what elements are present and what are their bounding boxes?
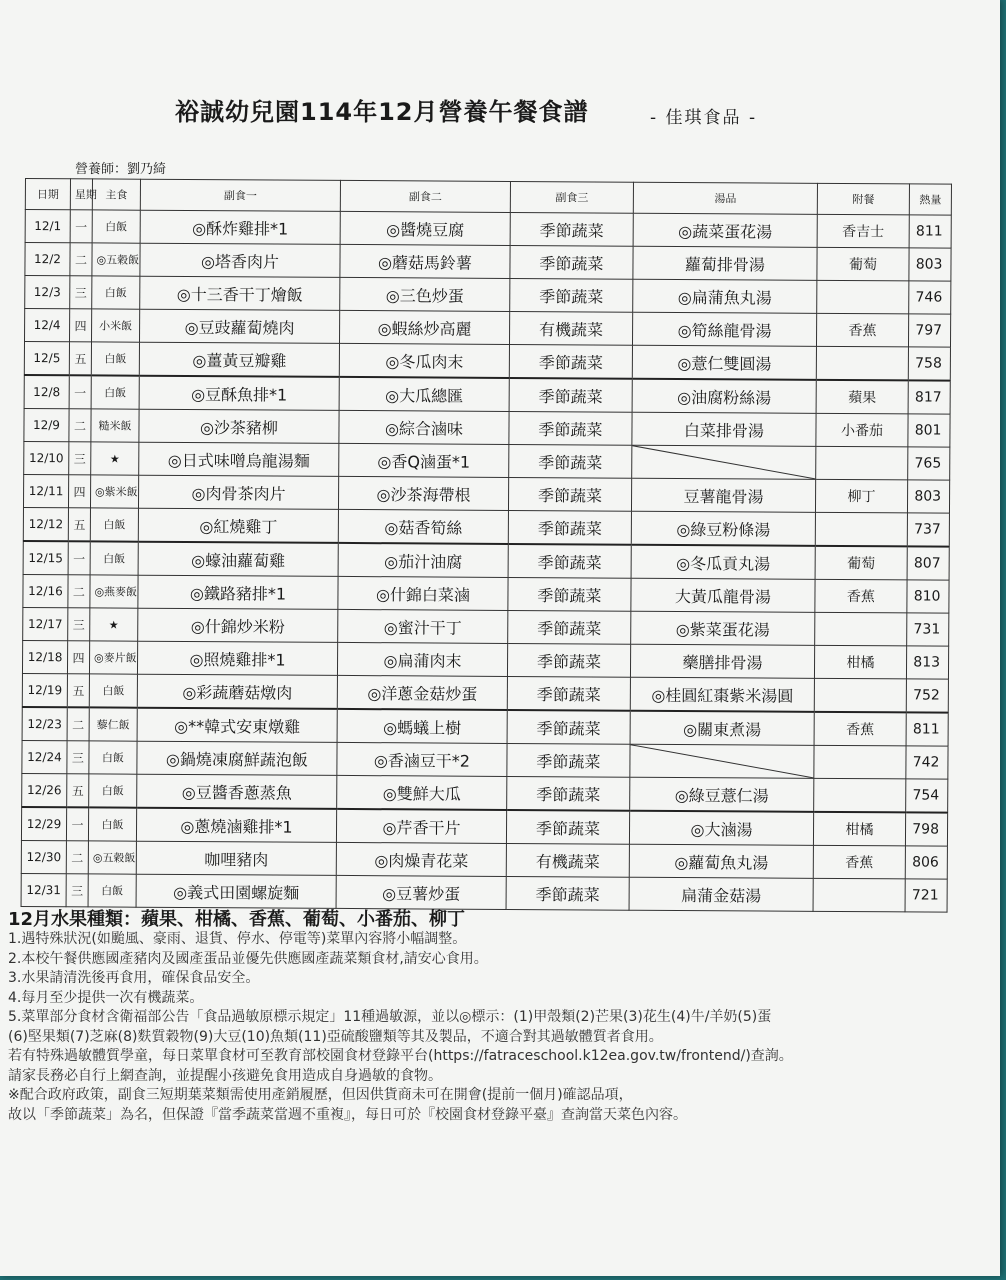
note-line: ※配合政府政策，副食三短期葉菜類需使用產銷履歷，但因供貨商未可在開會(提前一個月)確認品項， xyxy=(8,1087,633,1103)
row-side-3: 季節蔬菜 xyxy=(508,510,631,544)
row-side-2: ◎芹香干片 xyxy=(336,809,506,844)
row-weekday: 二 xyxy=(70,243,92,276)
row-calories: 817 xyxy=(908,380,950,414)
row-calories: 811 xyxy=(909,215,951,248)
row-weekday: 二 xyxy=(66,841,88,874)
table-row xyxy=(23,507,949,546)
row-side-2: ◎香Q滷蛋*1 xyxy=(339,443,509,477)
row-side-3: 季節蔬菜 xyxy=(506,810,629,844)
row-side-2: ◎菇香筍絲 xyxy=(338,509,508,544)
row-weekday: 一 xyxy=(66,807,88,841)
row-extra: 香蕉 xyxy=(816,313,908,347)
row-staple: 藜仁飯 xyxy=(89,707,137,741)
row-side-1: ◎**韓式安東燉雞 xyxy=(137,708,337,743)
header-side-3: 副食三 xyxy=(510,181,633,213)
row-date: 12/26 xyxy=(22,773,67,807)
row-soup: ◎薏仁雙圓湯 xyxy=(632,345,816,380)
row-weekday: 二 xyxy=(67,707,89,741)
row-weekday: 四 xyxy=(68,475,90,508)
row-date: 12/11 xyxy=(23,474,68,507)
row-side-1: ◎十三香干丁燴飯 xyxy=(140,276,340,310)
header-side-1: 副食一 xyxy=(140,179,340,211)
row-weekday: 三 xyxy=(69,442,91,475)
row-calories: 746 xyxy=(909,281,951,314)
row-soup: 藥膳排骨湯 xyxy=(630,644,814,678)
row-soup: ◎桂圓紅棗紫米湯圓 xyxy=(630,677,814,712)
row-side-3: 季節蔬菜 xyxy=(510,212,633,246)
row-side-3: 季節蔬菜 xyxy=(509,411,632,445)
row-soup: ◎蘿蔔魚丸湯 xyxy=(629,844,813,878)
row-calories: 737 xyxy=(907,513,949,547)
row-weekday: 五 xyxy=(67,774,89,808)
row-soup: ◎關東煮湯 xyxy=(630,711,814,746)
row-side-1: ◎鍋燒凍腐鮮蔬泡飯 xyxy=(137,741,337,775)
row-extra: 柳丁 xyxy=(815,479,907,513)
row-date: 12/29 xyxy=(21,807,66,841)
row-extra xyxy=(816,346,908,380)
row-side-2: ◎螞蟻上樹 xyxy=(337,709,507,744)
row-side-2: ◎洋蔥金菇炒蛋 xyxy=(337,675,507,710)
row-side-1: ◎肉骨茶肉片 xyxy=(138,475,338,509)
row-side-2: ◎沙茶海帶根 xyxy=(338,476,508,510)
row-side-1: ◎酥炸雞排*1 xyxy=(140,210,340,244)
row-weekday: 五 xyxy=(67,674,89,708)
row-staple: 白飯 xyxy=(88,874,136,907)
table-row xyxy=(24,441,950,480)
row-staple: 小米飯 xyxy=(91,309,139,342)
row-date: 12/4 xyxy=(25,309,70,342)
row-date: 12/1 xyxy=(25,210,70,243)
row-calories: 721 xyxy=(905,879,947,912)
row-side-3: 有機蔬菜 xyxy=(509,311,632,345)
row-staple: 白飯 xyxy=(90,508,138,542)
note-line: 2.本校午餐供應國產豬肉及國產蛋品並優先供應國產蔬菜類食材,請安心食用。 xyxy=(8,950,488,967)
row-date: 12/3 xyxy=(25,276,70,309)
row-side-1: ◎豆豉蘿蔔燒肉 xyxy=(139,309,339,343)
supplier-name: - 佳琪食品 - xyxy=(650,108,758,128)
notes-section xyxy=(8,930,993,1125)
row-weekday: 三 xyxy=(68,608,90,641)
fruit-list: 12月水果種類：蘋果、柑橘、香蕉、葡萄、小番茄、柳丁 xyxy=(8,909,466,930)
header-side-2: 副食二 xyxy=(340,180,510,212)
row-staple: 白飯 xyxy=(92,276,140,309)
row-soup: 蘿蔔排骨湯 xyxy=(633,246,817,280)
row-staple: 白飯 xyxy=(91,375,139,409)
row-soup xyxy=(632,445,816,479)
row-side-2: ◎扁蒲肉末 xyxy=(337,642,507,676)
row-calories: 806 xyxy=(905,846,947,879)
row-extra xyxy=(817,280,909,314)
row-calories: 797 xyxy=(908,314,950,347)
table-row xyxy=(25,276,951,315)
row-date: 12/30 xyxy=(21,840,66,873)
row-side-1: ◎豆醬香蔥蒸魚 xyxy=(137,774,337,809)
row-date: 12/8 xyxy=(24,375,69,409)
note-line: 1.遇特殊狀況(如颱風、豪雨、退貨、停水、停電等)菜單內容將小幅調整。 xyxy=(8,931,467,947)
row-soup: ◎冬瓜貢丸湯 xyxy=(631,545,815,580)
row-staple: ◎紫米飯 xyxy=(90,475,138,508)
row-side-2: ◎綜合滷味 xyxy=(339,410,509,444)
dietitian-label: 營養師：劉乃綺 xyxy=(75,162,167,177)
note-line: 故以「季節蔬菜」為名，但保證『當季蔬菜當週不重複』，每日可於『校園食材登錄平臺』查詢當天菜色內容。 xyxy=(8,1106,687,1123)
row-date: 12/2 xyxy=(25,243,70,276)
table-row xyxy=(23,541,949,580)
header-calories: 熱量 xyxy=(909,184,951,215)
row-side-3: 有機蔬菜 xyxy=(506,843,629,877)
row-staple: 白飯 xyxy=(89,674,137,708)
row-staple: ★ xyxy=(91,442,139,475)
row-side-3: 季節蔬菜 xyxy=(507,710,630,744)
table-row xyxy=(21,807,947,846)
header-soup: 湯品 xyxy=(633,182,817,214)
row-soup: ◎扁蒲魚丸湯 xyxy=(633,279,817,313)
row-side-2: ◎醬燒豆腐 xyxy=(340,211,510,245)
row-weekday: 一 xyxy=(69,375,91,409)
row-calories: 731 xyxy=(907,613,949,646)
row-side-1: ◎彩蔬蘑菇燉肉 xyxy=(137,674,337,709)
row-side-2: ◎蜜汁干丁 xyxy=(338,609,508,643)
row-calories: 742 xyxy=(906,746,948,779)
row-calories: 752 xyxy=(906,679,948,713)
row-staple: 白飯 xyxy=(89,741,137,774)
note-line: 請家長務必自行上網查詢，並提醒小孩避免食用造成自身過敏的食物。 xyxy=(8,1067,442,1084)
row-extra xyxy=(814,745,906,779)
row-weekday: 五 xyxy=(68,508,90,542)
row-side-3: 季節蔬菜 xyxy=(506,876,629,910)
row-side-3: 季節蔬菜 xyxy=(509,344,632,378)
row-weekday: 二 xyxy=(68,575,90,608)
row-weekday: 四 xyxy=(67,641,89,674)
table-row xyxy=(24,375,950,414)
row-extra xyxy=(815,512,907,546)
row-staple: 白飯 xyxy=(91,342,139,376)
row-date: 12/24 xyxy=(22,740,67,773)
row-side-3: 季節蔬菜 xyxy=(507,776,630,810)
row-side-2: ◎大瓜總匯 xyxy=(339,377,509,412)
menu-table-body xyxy=(21,210,951,913)
page-title: 裕誠幼兒園114年12月營養午餐食譜 xyxy=(175,98,589,126)
row-extra xyxy=(816,446,908,480)
row-side-3: 季節蔬菜 xyxy=(507,676,630,710)
row-date: 12/17 xyxy=(23,607,68,640)
row-date: 12/23 xyxy=(22,707,67,741)
menu-table xyxy=(21,178,952,913)
row-calories: 758 xyxy=(908,347,950,381)
row-side-1: ◎紅燒雞丁 xyxy=(138,508,338,543)
row-side-3: 季節蔬菜 xyxy=(507,743,630,777)
row-staple: ◎五穀飯 xyxy=(88,841,136,874)
row-side-1: ◎日式味噌烏龍湯麵 xyxy=(139,442,339,476)
note-line: 3.水果請清洗後再食用，確保食品安全。 xyxy=(8,970,260,986)
row-staple: 糙米飯 xyxy=(91,409,139,442)
row-side-2: ◎什錦白菜滷 xyxy=(338,576,508,610)
row-side-1: ◎什錦炒米粉 xyxy=(138,608,338,642)
table-row xyxy=(24,342,950,381)
table-row xyxy=(22,773,948,812)
row-date: 12/10 xyxy=(24,441,69,474)
row-date: 12/18 xyxy=(22,640,67,673)
row-side-3: 季節蔬菜 xyxy=(509,444,632,478)
row-calories: 803 xyxy=(909,248,951,281)
row-soup: ◎蔬菜蛋花湯 xyxy=(633,213,817,247)
row-extra xyxy=(814,678,906,712)
table-row xyxy=(23,474,949,513)
row-date: 12/15 xyxy=(23,541,68,575)
row-side-2: ◎蘑菇馬鈴薯 xyxy=(340,244,510,278)
row-side-2: ◎三色炒蛋 xyxy=(340,277,510,311)
table-row xyxy=(22,673,948,712)
row-weekday: 五 xyxy=(69,342,91,376)
row-weekday: 三 xyxy=(66,874,88,907)
row-soup: 大黃瓜龍骨湯 xyxy=(631,578,815,612)
row-side-3: 季節蔬菜 xyxy=(507,643,630,677)
row-soup: ◎大滷湯 xyxy=(629,811,813,846)
row-weekday: 一 xyxy=(68,541,90,575)
row-calories: 803 xyxy=(907,480,949,513)
row-side-1: ◎沙茶豬柳 xyxy=(139,409,339,443)
row-side-1: ◎塔香肉片 xyxy=(140,243,340,277)
row-side-2: ◎豆薯炒蛋 xyxy=(336,875,506,909)
row-side-3: 季節蔬菜 xyxy=(508,577,631,611)
row-side-1: ◎蔥燒滷雞排*1 xyxy=(136,808,336,843)
table-row xyxy=(24,408,950,447)
row-side-1: ◎薑黃豆瓣雞 xyxy=(139,342,339,377)
row-calories: 810 xyxy=(907,580,949,613)
row-extra: 葡萄 xyxy=(815,546,907,580)
header-date: 日期 xyxy=(25,179,70,210)
row-side-2: ◎蝦絲炒高麗 xyxy=(339,310,509,344)
row-date: 12/16 xyxy=(23,574,68,607)
row-side-2: ◎雙鮮大瓜 xyxy=(337,775,507,810)
row-staple: 白飯 xyxy=(92,210,140,243)
note-line: 若有特殊過敏體質學童，每日菜單食材可至教育部校園食材登錄平台(https://fatraceschool.k12ea.gov.tw/frontend/)查詢。 xyxy=(8,1048,793,1064)
row-calories: 811 xyxy=(906,712,948,746)
row-side-3: 季節蔬菜 xyxy=(508,610,631,644)
row-date: 12/12 xyxy=(23,507,68,541)
row-date: 12/31 xyxy=(21,873,66,906)
row-soup: 白菜排骨湯 xyxy=(632,412,816,446)
diagonal-strike-icon xyxy=(630,745,813,778)
row-weekday: 二 xyxy=(69,409,91,442)
row-staple: 白飯 xyxy=(89,774,137,808)
row-weekday: 四 xyxy=(70,309,92,342)
row-side-2: ◎香滷豆干*2 xyxy=(337,742,507,776)
row-staple: ◎五穀飯 xyxy=(92,243,140,276)
note-line: 4.每月至少提供一次有機蔬菜。 xyxy=(8,989,204,1006)
row-extra: 香蕉 xyxy=(815,579,907,613)
row-extra xyxy=(814,778,906,812)
row-extra: 柑橘 xyxy=(813,812,905,846)
row-extra: 小番茄 xyxy=(816,413,908,447)
row-side-1: ◎豆酥魚排*1 xyxy=(139,376,339,411)
header-staple: 主食 xyxy=(92,179,140,210)
header-extra: 附餐 xyxy=(817,183,909,215)
row-side-3: 季節蔬菜 xyxy=(508,477,631,511)
row-soup: ◎綠豆薏仁湯 xyxy=(630,777,814,812)
row-side-2: ◎冬瓜肉末 xyxy=(339,343,509,378)
row-weekday: 三 xyxy=(67,741,89,774)
row-soup: ◎筍絲龍骨湯 xyxy=(632,312,816,346)
row-staple: ★ xyxy=(90,608,138,641)
row-soup: 扁蒲金菇湯 xyxy=(629,877,813,911)
row-date: 12/9 xyxy=(24,408,69,441)
row-soup xyxy=(630,744,814,778)
row-weekday: 三 xyxy=(70,276,92,309)
row-calories: 813 xyxy=(906,646,948,679)
table-row xyxy=(25,309,951,348)
table-row xyxy=(22,707,948,746)
row-side-3: 季節蔬菜 xyxy=(510,278,633,312)
row-side-1: 咖哩豬肉 xyxy=(136,841,336,875)
row-calories: 801 xyxy=(908,414,950,447)
row-date: 12/5 xyxy=(24,342,69,376)
row-extra: 香吉士 xyxy=(817,214,909,248)
row-calories: 765 xyxy=(908,447,950,480)
row-side-1: ◎鐵路豬排*1 xyxy=(138,575,338,609)
row-extra xyxy=(813,878,905,912)
row-staple: ◎麥片飯 xyxy=(89,641,137,674)
header-weekday: 星期 xyxy=(70,179,92,210)
row-extra: 香蕉 xyxy=(813,845,905,879)
row-extra: 香蕉 xyxy=(814,712,906,746)
diagonal-strike-icon xyxy=(632,446,815,479)
note-line: 5.菜單部分食材含衛福部公告「食品過敏原標示規定」11種過敏源，並以◎標示：(1)甲殼類(2)芒果(3)花生(4)牛/羊奶(5)蛋 xyxy=(8,1009,772,1025)
row-soup: ◎油腐粉絲湯 xyxy=(632,379,816,414)
row-side-3: 季節蔬菜 xyxy=(510,245,633,279)
row-side-3: 季節蔬菜 xyxy=(509,378,632,412)
row-soup: 豆薯龍骨湯 xyxy=(631,478,815,512)
row-extra xyxy=(815,612,907,646)
row-staple: ◎燕麥飯 xyxy=(90,575,138,608)
row-date: 12/19 xyxy=(22,673,67,707)
row-side-1: ◎蠔油蘿蔔雞 xyxy=(138,542,338,577)
row-side-1: ◎照燒雞排*1 xyxy=(137,641,337,675)
row-soup: ◎紫菜蛋花湯 xyxy=(631,611,815,645)
row-weekday: 一 xyxy=(70,210,92,243)
row-calories: 807 xyxy=(907,546,949,580)
row-soup: ◎綠豆粉條湯 xyxy=(631,511,815,546)
row-calories: 754 xyxy=(906,779,948,813)
row-calories: 798 xyxy=(905,812,947,846)
row-side-2: ◎肉燥青花菜 xyxy=(336,842,506,876)
row-staple: 白飯 xyxy=(90,541,138,575)
note-line: (6)堅果類(7)芝麻(8)麩質穀物(9)大豆(10)魚類(11)亞硫酸鹽類等其及製品，不適合對其過敏體質者食用。 xyxy=(8,1028,663,1045)
row-side-1: ◎義式田園螺旋麵 xyxy=(136,874,336,908)
row-extra: 葡萄 xyxy=(817,247,909,281)
row-side-3: 季節蔬菜 xyxy=(508,544,631,578)
row-extra: 蘋果 xyxy=(816,380,908,414)
row-extra: 柑橘 xyxy=(814,645,906,679)
row-staple: 白飯 xyxy=(88,807,136,841)
row-side-2: ◎茄汁油腐 xyxy=(338,543,508,578)
